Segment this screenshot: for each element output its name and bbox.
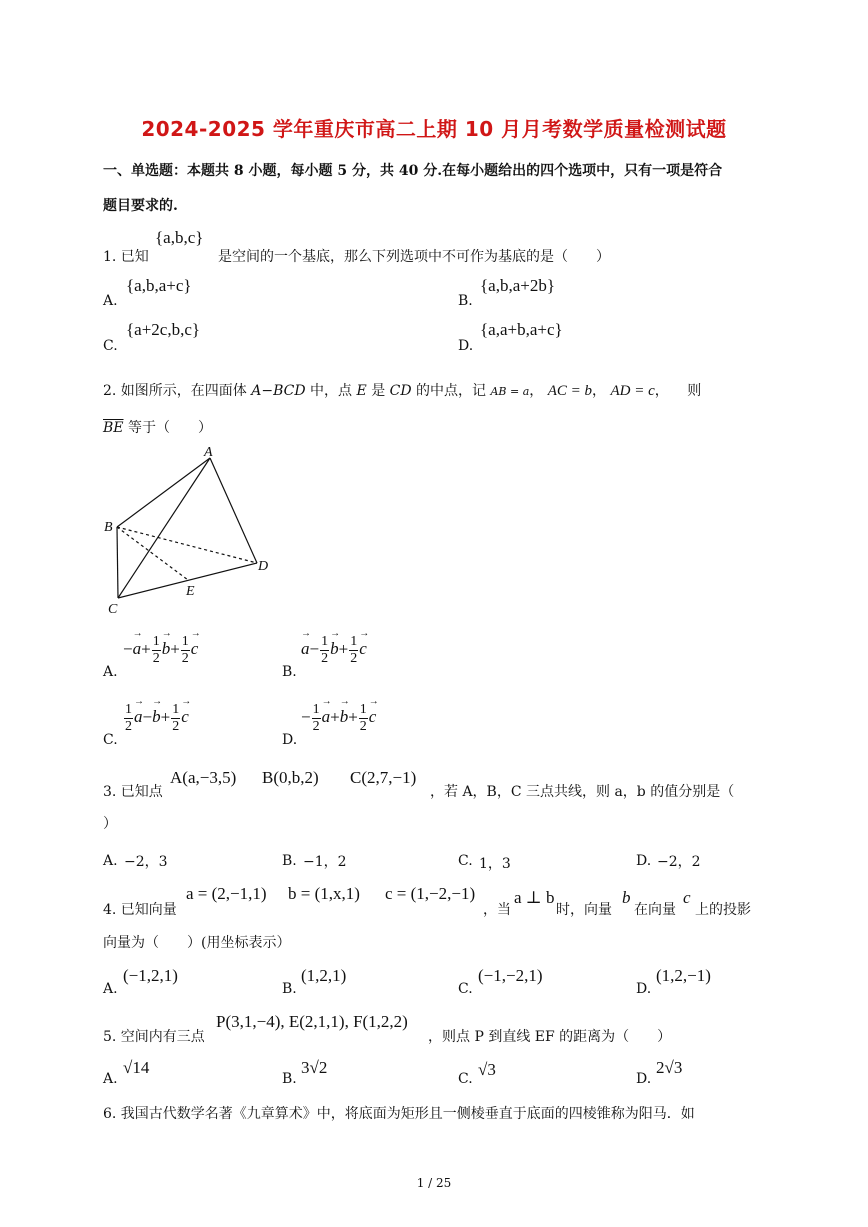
- q3-close: ）: [103, 816, 117, 832]
- q4-c: c: [683, 888, 691, 907]
- edge-bc: [117, 527, 118, 598]
- q4-option-b-value: (1,2,1): [301, 966, 347, 985]
- q3-text: ，若 A，B，C 三点共线，则 a，b 的值分别是（: [430, 784, 735, 800]
- q1-option-d-value: {a,a+b,a+c}: [480, 320, 563, 339]
- q3-prefix: 3. 已知点: [103, 784, 163, 800]
- q2-line1: 2. 如图所示，在四面体 A−BCD 中，点 E 是 CD 的中点，记 AB = a， AC = b， AD = c， 则: [103, 383, 702, 399]
- q4-option-d-value: (1,2,−1): [656, 966, 711, 985]
- q1-basis-set: {a,b,c}: [155, 228, 204, 247]
- q5-text: ，则点 P 到直线 EF 的距离为（ ）: [428, 1029, 672, 1045]
- q3-option-c-value: 1，3: [479, 856, 511, 872]
- q4-b: b: [622, 888, 631, 907]
- q3-option-b-label: B.: [282, 853, 297, 869]
- q1-number: 1. 已知: [103, 249, 149, 265]
- q3-option-a-label: A.: [103, 853, 118, 869]
- q4-in: 在向量: [634, 902, 676, 918]
- edge-ac: [118, 458, 210, 598]
- q4-tail: 上的投影: [695, 902, 751, 918]
- q4-vector-c: c = (1,−2,−1): [385, 884, 476, 903]
- q2-option-d-value: − $\frac{1}{2}$ → a+→ b+ $\frac{1}{2}$ → c: [301, 702, 376, 735]
- q2-segment-cd: CD: [389, 383, 412, 399]
- q2-option-a-label: A.: [103, 664, 118, 680]
- q2-text-c: 是: [371, 383, 386, 399]
- label-e: E: [186, 584, 195, 599]
- page-number: 1 / 25: [416, 1176, 452, 1190]
- segment-be-hidden: [117, 527, 188, 580]
- q3-point-b: B(0,b,2): [262, 768, 319, 787]
- label-c: C: [108, 602, 118, 617]
- q6-text: 6. 我国古代数学名著《九章算术》中，将底面为矩形且一侧棱垂直于底面的四棱锥称为阳马．如: [103, 1106, 695, 1122]
- label-a: A: [204, 445, 213, 460]
- q4-line2: 向量为（ ）(用坐标表示）: [103, 935, 291, 951]
- q4-option-c-value: (−1,−2,1): [478, 966, 543, 985]
- q4-prefix: 4. 已知向量: [103, 902, 177, 918]
- q5-option-c-value: √3: [478, 1060, 496, 1079]
- q2-option-a-value: −→ a+ $\frac{1}{2}$ → b+ $\frac{1}{2}$ → c: [123, 634, 198, 667]
- q2-option-c-label: C.: [103, 732, 118, 748]
- q1-option-a-value: {a,b,a+c}: [126, 276, 192, 295]
- tetrahedron-figure: [100, 440, 290, 620]
- edge-ab: [117, 458, 210, 527]
- q4-option-a-label: A.: [103, 981, 118, 997]
- q5-option-b-label: B.: [282, 1071, 297, 1087]
- q4-perp: a ⊥ b: [514, 888, 555, 907]
- section-heading-line2: 题目要求的.: [103, 198, 178, 214]
- q4-option-d-label: D.: [636, 981, 652, 997]
- label-b: B: [104, 520, 113, 535]
- q2-text-a: 2. 如图所示，在四面体: [103, 383, 247, 399]
- edge-bd-hidden: [117, 527, 257, 563]
- q5-option-b-value: 3√2: [301, 1058, 328, 1077]
- q2-ad-def: AD = c: [610, 383, 655, 399]
- q4-vector-b: b = (1,x,1): [288, 884, 360, 903]
- q2-ab-def: AB = a: [490, 385, 530, 398]
- q2-line2: [103, 417, 212, 437]
- q4-option-c-label: C.: [458, 981, 473, 997]
- q1-text: 是空间的一个基底，那么下列选项中不可作为基底的是（ ）: [218, 249, 610, 265]
- q2-be: $\overline{BE}$: [103, 420, 124, 436]
- q2-ac-def: AC = b: [547, 383, 593, 399]
- edge-ad: [210, 458, 257, 563]
- label-d: D: [258, 559, 269, 574]
- q4-vector-a: a = (2,−1,1): [186, 884, 267, 903]
- q3-option-b-value: −1，2: [303, 854, 347, 870]
- q1-option-b-label: B.: [458, 293, 473, 309]
- q2-text-b: 中，点: [310, 383, 353, 399]
- q1-option-b-value: {a,b,a+2b}: [480, 276, 555, 295]
- q3-option-c-label: C.: [458, 853, 473, 869]
- q2-then: 则: [687, 383, 702, 399]
- q3-point-a: A(a,−3,5): [170, 768, 237, 787]
- q2-text-d: 的中点，记: [416, 383, 487, 399]
- q2-equals: 等于（ ）: [127, 420, 212, 436]
- q4-text: 时，向量: [556, 902, 612, 918]
- q5-option-c-label: C.: [458, 1071, 473, 1087]
- q3-option-d-value: −2，2: [657, 854, 701, 870]
- q3-option-d-label: D.: [636, 853, 652, 869]
- q1-option-a-label: A.: [103, 293, 118, 309]
- section-heading-line1: 一、单选题：本题共 8 小题，每小题 5 分，共 40 分.在每小题给出的四个选项中，只有一项是符合: [103, 163, 723, 179]
- q4-option-a-value: (−1,2,1): [123, 966, 178, 985]
- q4-option-b-label: B.: [282, 981, 297, 997]
- page-title: 2024-2025 学年重庆市高二上期 10 月月考数学质量检测试题: [141, 117, 727, 141]
- q1-option-c-label: C.: [103, 338, 118, 354]
- q5-option-a-label: A.: [103, 1071, 118, 1087]
- q3-option-a-value: −2，3: [124, 854, 168, 870]
- q4-when: ，当: [483, 902, 511, 918]
- q2-option-b-label: B.: [282, 664, 297, 680]
- q5-option-d-value: 2√3: [656, 1058, 683, 1077]
- q2-tetrahedron: A−BCD: [251, 383, 306, 399]
- q5-prefix: 5. 空间内有三点: [103, 1029, 205, 1045]
- q5-points: P(3,1,−4), E(2,1,1), F(1,2,2): [216, 1012, 408, 1031]
- q5-option-a-value: √14: [123, 1058, 150, 1077]
- q1-option-d-label: D.: [458, 338, 474, 354]
- q1-option-c-value: {a+2c,b,c}: [126, 320, 201, 339]
- q3-point-c: C(2,7,−1): [350, 768, 417, 787]
- q2-option-b-value: → a− $\frac{1}{2}$ → b+ $\frac{1}{2}$ → c: [301, 634, 367, 667]
- q2-option-c-value: $\frac{1}{2}$ → a−→ b+ $\frac{1}{2}$ → c: [123, 702, 189, 735]
- q5-option-d-label: D.: [636, 1071, 652, 1087]
- q2-point-e: E: [356, 383, 367, 399]
- q2-option-d-label: D.: [282, 732, 298, 748]
